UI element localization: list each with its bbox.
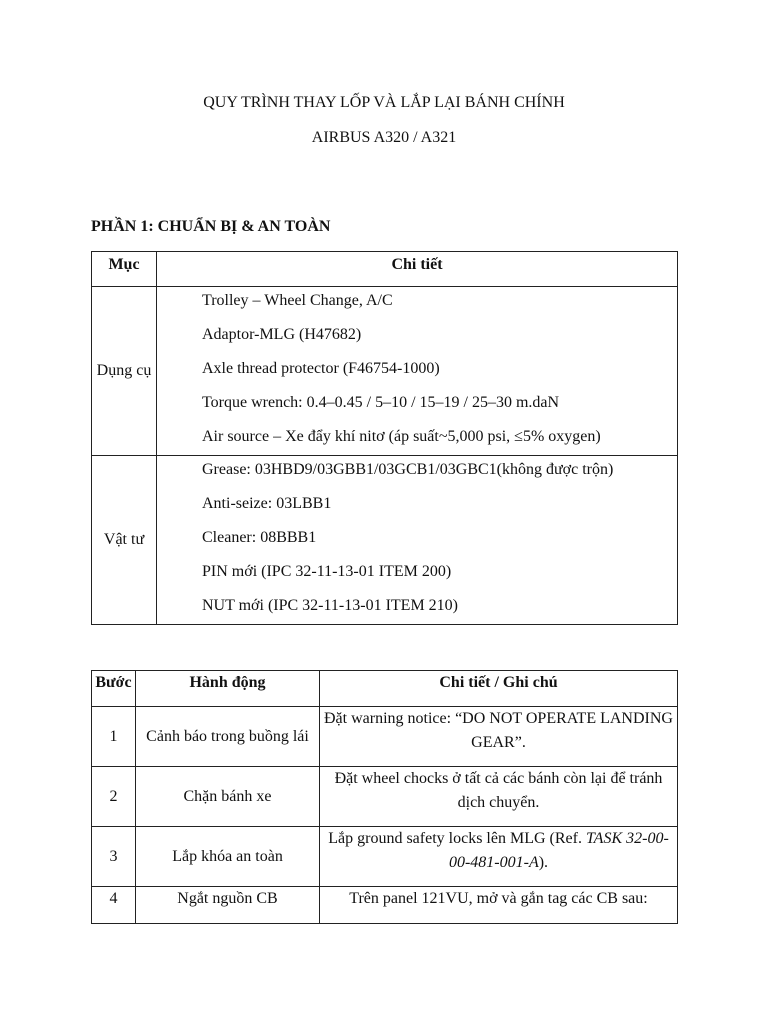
- table-row: [92, 827, 678, 887]
- column-header-step: Bước: [92, 671, 136, 707]
- table-row: [92, 707, 678, 767]
- list-item: Adaptor-MLG (H47682): [202, 326, 362, 343]
- step-action: Cảnh báo trong buồng lái: [136, 707, 320, 767]
- table-row: [92, 887, 678, 924]
- column-header-notes: Chi tiết / Ghi chú: [320, 671, 678, 707]
- step-action: Chặn bánh xe: [136, 767, 320, 827]
- procedure-steps-table: [91, 670, 678, 924]
- column-header-item: Mục: [92, 252, 157, 287]
- list-item: Trolley – Wheel Change, A/C: [202, 292, 393, 309]
- table-row: [92, 767, 678, 827]
- step-detail: Đặt wheel chocks ở tất cả các bánh còn lại để tránh dịch chuyển.: [320, 767, 678, 827]
- table-row: [92, 456, 678, 625]
- list-item: NUT mới (IPC 32-11-13-01 ITEM 210): [202, 597, 458, 614]
- step-action: Ngắt nguồn CB: [136, 887, 320, 924]
- list-item: Torque wrench: 0.4–0.45 / 5–10 / 15–19 / 25–30 m.daN: [202, 394, 560, 411]
- detail-text: Lắp ground safety locks lên MLG (Ref.: [328, 830, 586, 847]
- step-action: Lắp khóa an toàn: [136, 827, 320, 887]
- list-item: Anti-seize: 03LBB1: [202, 495, 332, 512]
- list-item: Grease: 03HBD9/03GBB1/03GCB1/03GBC1(không được trộn): [202, 461, 614, 478]
- list-item: Cleaner: 08BBB1: [202, 529, 317, 546]
- list-item: Axle thread protector (F46754-1000): [202, 360, 440, 377]
- tools-materials-table: [91, 251, 678, 625]
- step-detail: [320, 827, 678, 887]
- tools-list: [157, 287, 678, 456]
- doc-title: QUY TRÌNH THAY LỐP VÀ LẮP LẠI BÁNH CHÍNH: [203, 94, 565, 111]
- step-detail: Đặt warning notice: “DO NOT OPERATE LANDING GEAR”.: [320, 707, 678, 767]
- step-number: 3: [92, 827, 136, 887]
- task-reference: TASK 32-00-00-481-001-A: [448, 830, 669, 871]
- materials-list: [157, 456, 678, 625]
- column-header-action: Hành động: [136, 671, 320, 707]
- table-header-row: [92, 671, 678, 707]
- detail-text-end: ).: [538, 854, 549, 871]
- table-header-row: [92, 252, 678, 287]
- step-number: 2: [92, 767, 136, 827]
- step-number: 1: [92, 707, 136, 767]
- step-detail: Trên panel 121VU, mở và gắn tag các CB sau:: [320, 887, 678, 924]
- section-heading: PHẦN 1: CHUẨN BỊ & AN TOÀN: [91, 218, 331, 235]
- table-row: [92, 287, 678, 456]
- column-header-detail: Chi tiết: [157, 252, 678, 287]
- list-item: Air source – Xe đẩy khí nitơ (áp suất~5,000 psi, ≤5% oxygen): [202, 428, 601, 445]
- step-number: 4: [92, 887, 136, 924]
- list-item: PIN mới (IPC 32-11-13-01 ITEM 200): [202, 563, 452, 580]
- doc-subtitle: AIRBUS A320 / A321: [311, 129, 457, 146]
- row-label-materials: Vật tư: [92, 456, 157, 625]
- row-label-tools: Dụng cụ: [92, 287, 157, 456]
